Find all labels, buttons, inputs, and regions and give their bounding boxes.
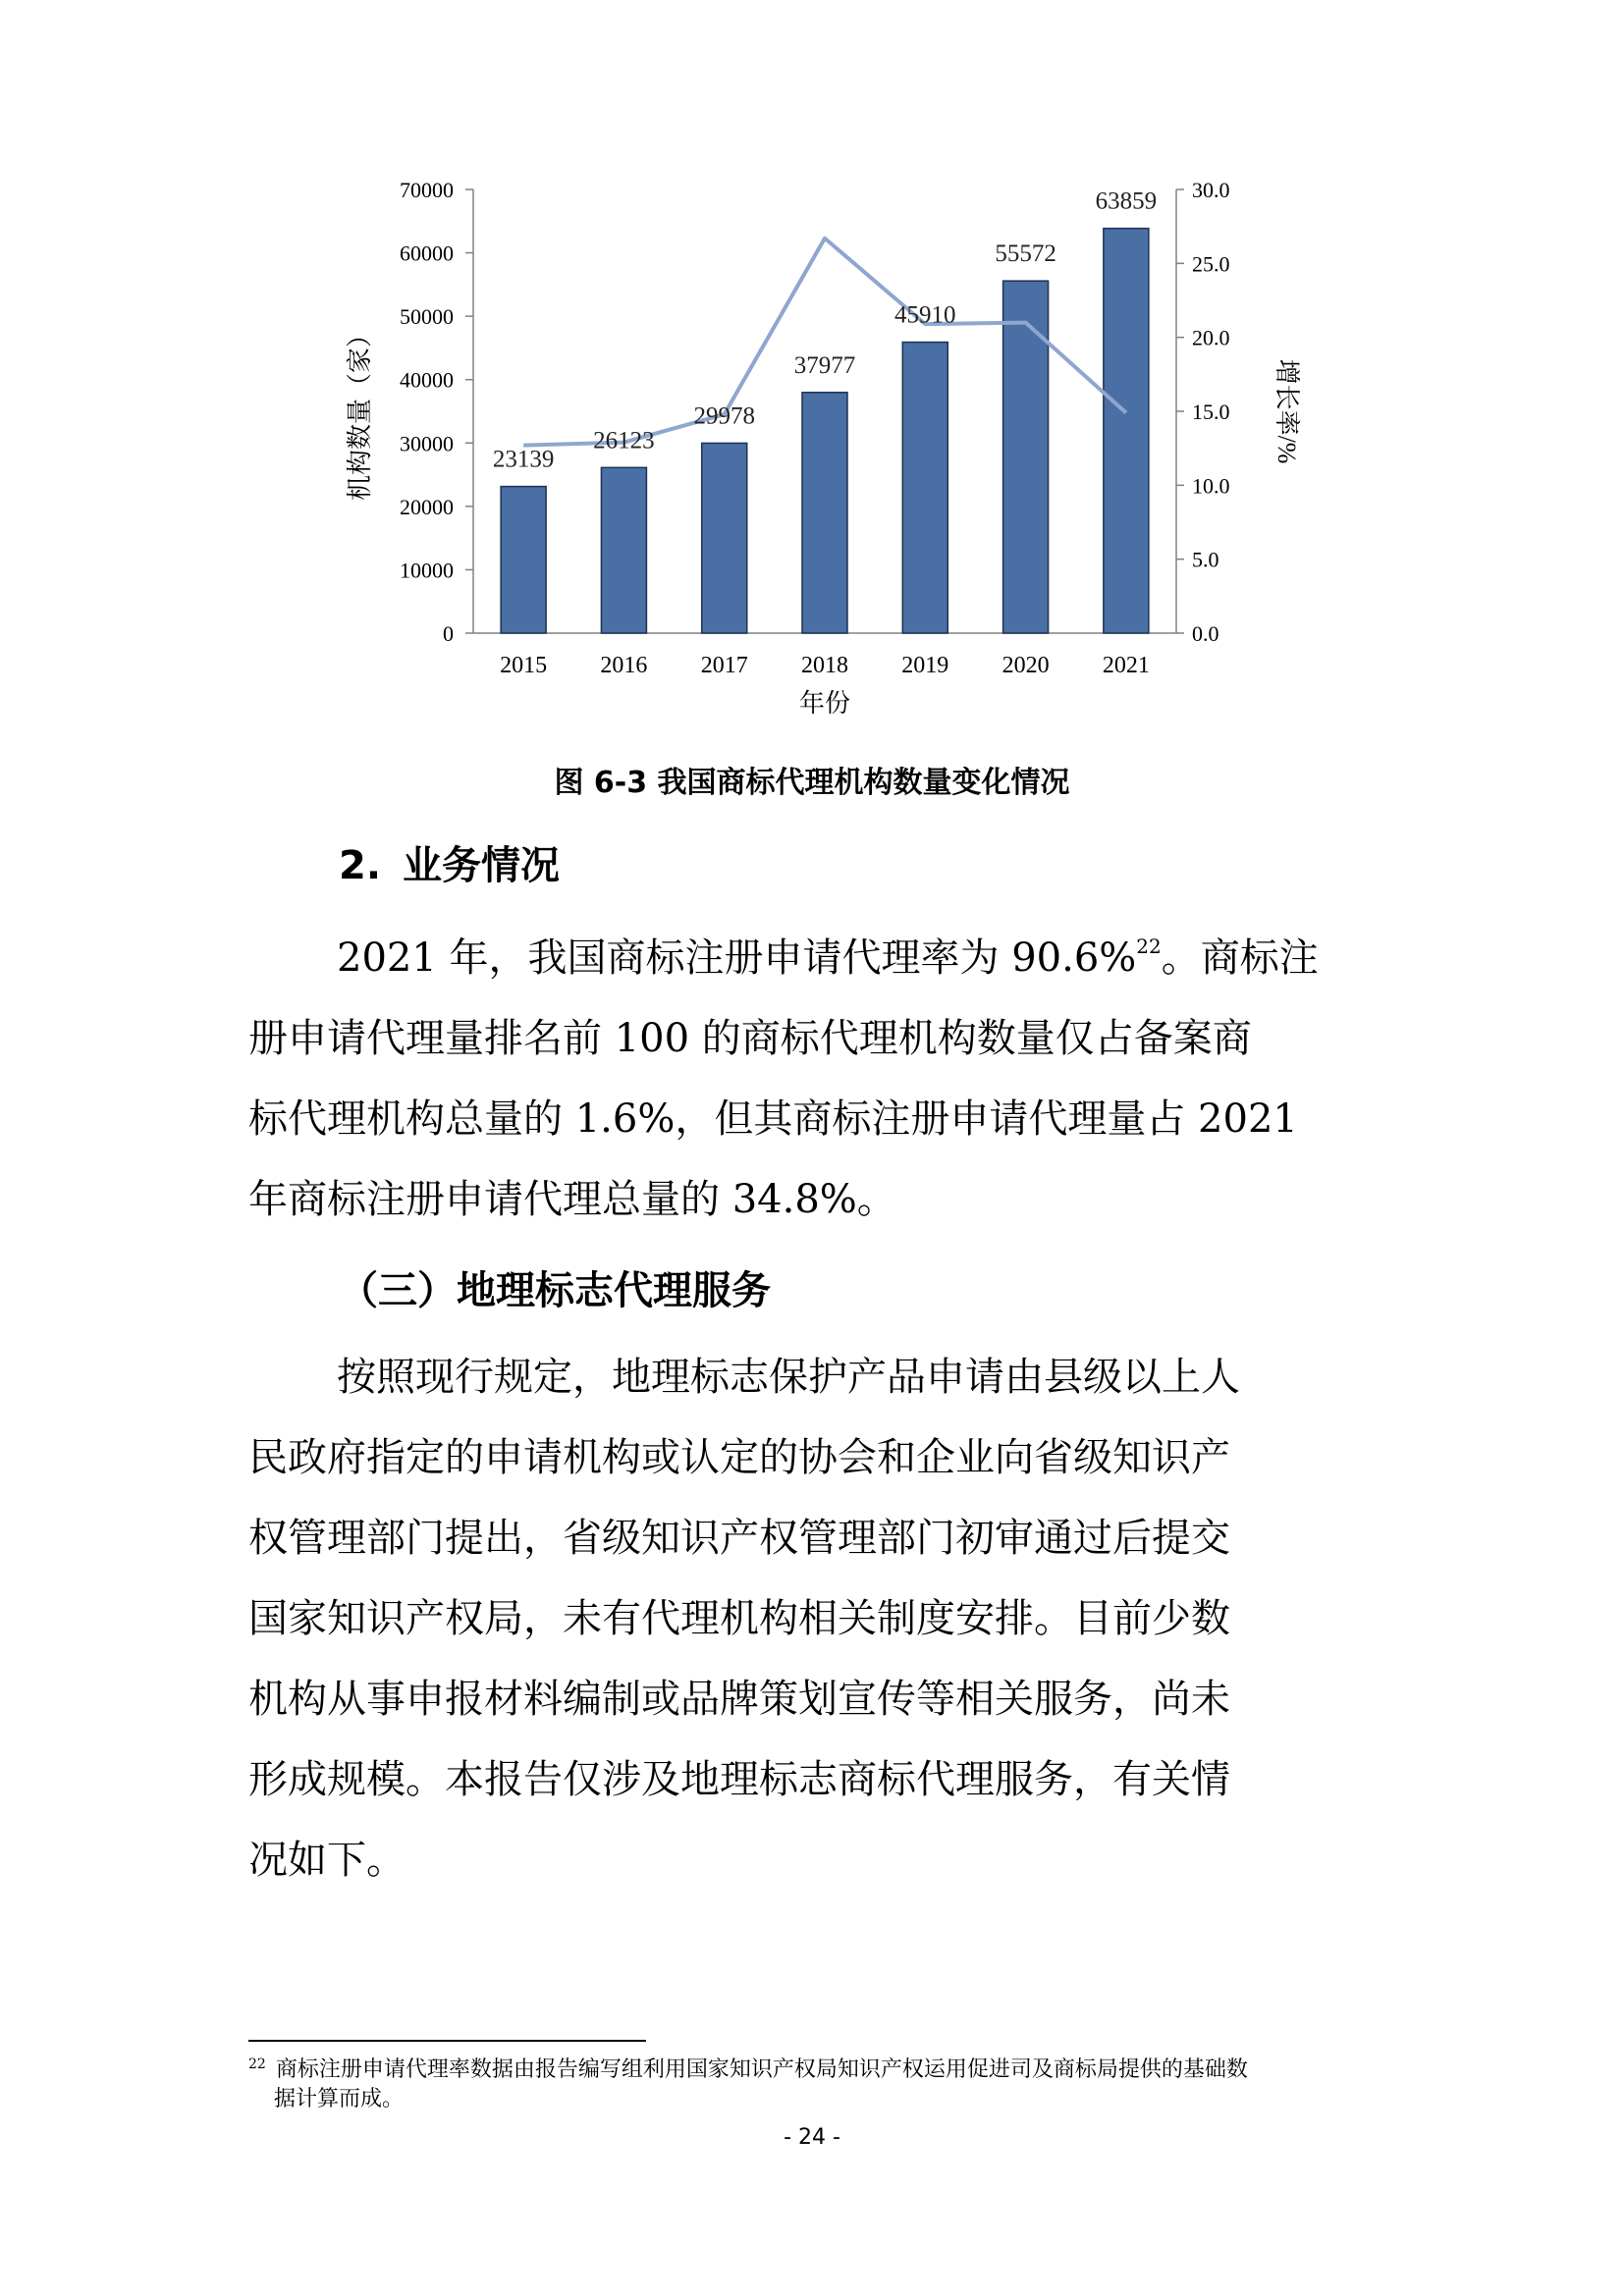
bar-value-label: 63859 xyxy=(1095,187,1158,215)
section-number: 2. xyxy=(339,843,382,888)
footnote-text: 据计算而成。 xyxy=(274,2087,405,2111)
paragraph-line: 年商标注册申请代理总量的 34.8%。 xyxy=(248,1177,896,1222)
paragraph-line: 册申请代理量排名前 100 的商标代理机构数量仅占备案商 xyxy=(248,1016,1252,1061)
page-number: - 24 - xyxy=(784,2125,840,2150)
bar xyxy=(802,393,847,633)
x-tick-label: 2021 xyxy=(1102,653,1150,678)
footnote-ref: 22 xyxy=(1136,934,1162,958)
paragraph-line: 机构从事申报材料编制或品牌策划宣传等相关服务，尚未 xyxy=(248,1677,1230,1722)
x-tick-label: 2020 xyxy=(1001,653,1050,678)
x-tick-label: 2018 xyxy=(801,653,848,678)
y2-tick-label: 10.0 xyxy=(1192,473,1230,499)
y-tick-label: 40000 xyxy=(400,367,454,393)
paragraph-line: 民政府指定的申请机构或认定的协会和企业向省级知识产 xyxy=(248,1435,1230,1480)
y2-tick-label: 0.0 xyxy=(1192,621,1219,646)
footnote-rule xyxy=(248,2040,646,2042)
section-title: 业务情况 xyxy=(403,843,561,888)
y-tick-label: 50000 xyxy=(400,304,454,330)
business-paragraph xyxy=(248,918,1358,1240)
paragraph-line: 况如下。 xyxy=(248,1838,406,1883)
x-tick-label: 2019 xyxy=(901,653,949,678)
y-tick-label: 70000 xyxy=(400,178,454,202)
footnote xyxy=(248,2056,1407,2114)
gi-paragraph xyxy=(248,1337,1358,1900)
bar-value-label: 23139 xyxy=(492,446,555,473)
y-tick-label: 30000 xyxy=(400,431,454,456)
y2-tick-label: 15.0 xyxy=(1192,400,1230,424)
y-tick-label: 20000 xyxy=(400,494,454,519)
y2-axis-title: 增长率/% xyxy=(1272,358,1301,464)
paragraph-line: 按照现行规定，地理标志保护产品申请由县级以上人 xyxy=(337,1355,1240,1400)
footnote-text: 商标注册申请代理率数据由报告编写组利用国家知识产权局知识产权运用促进司及商标局提供的基础数 xyxy=(275,2057,1248,2082)
agency-count-chart xyxy=(0,0,1624,746)
paragraph-line: 标代理机构总量的 1.6%，但其商标注册申请代理量占 2021 xyxy=(248,1096,1298,1142)
bar xyxy=(601,467,646,633)
figure-caption: 图 6-3 我国商标代理机构数量变化情况 xyxy=(554,766,1070,800)
y2-tick-label: 30.0 xyxy=(1192,178,1230,202)
y2-tick-label: 5.0 xyxy=(1192,547,1219,572)
bar-value-label: 55572 xyxy=(995,240,1056,268)
y-tick-label: 0 xyxy=(443,621,454,646)
x-tick-label: 2016 xyxy=(600,653,648,678)
paragraph-line: 国家知识产权局，未有代理机构相关制度安排。目前少数 xyxy=(248,1596,1230,1641)
x-tick-label: 2015 xyxy=(500,653,548,678)
x-axis-title: 年份 xyxy=(798,689,851,718)
paragraph-line: 权管理部门提出，省级知识产权管理部门初审通过后提交 xyxy=(248,1516,1230,1561)
paragraph-line: 2021 年，我国商标注册申请代理率为 90.6%$^{22}$。商标注 xyxy=(337,934,1319,981)
x-tick-label: 2017 xyxy=(700,653,748,678)
bar xyxy=(1104,229,1149,633)
bar-value-label: 29978 xyxy=(693,402,755,430)
bar-value-label: 45910 xyxy=(894,301,956,329)
bar-value-label: 26123 xyxy=(593,427,655,454)
y-tick-label: 60000 xyxy=(400,240,454,266)
y2-tick-label: 20.0 xyxy=(1192,325,1230,350)
section-heading-gi: （三）地理标志代理服务 xyxy=(339,1268,771,1313)
y-axis-title: 机构数量（家） xyxy=(346,321,374,502)
bar xyxy=(501,487,546,633)
y-tick-label: 10000 xyxy=(400,558,454,583)
paragraph-line: 形成规模。本报告仅涉及地理标志商标代理服务，有关情 xyxy=(248,1757,1230,1802)
y2-tick-label: 25.0 xyxy=(1192,251,1230,277)
bar-value-label: 37977 xyxy=(793,351,856,379)
section-heading-business xyxy=(339,834,560,890)
footnote-number: 22 xyxy=(248,2056,266,2072)
bar xyxy=(702,443,747,633)
bar xyxy=(902,343,947,633)
bar xyxy=(1003,281,1049,633)
